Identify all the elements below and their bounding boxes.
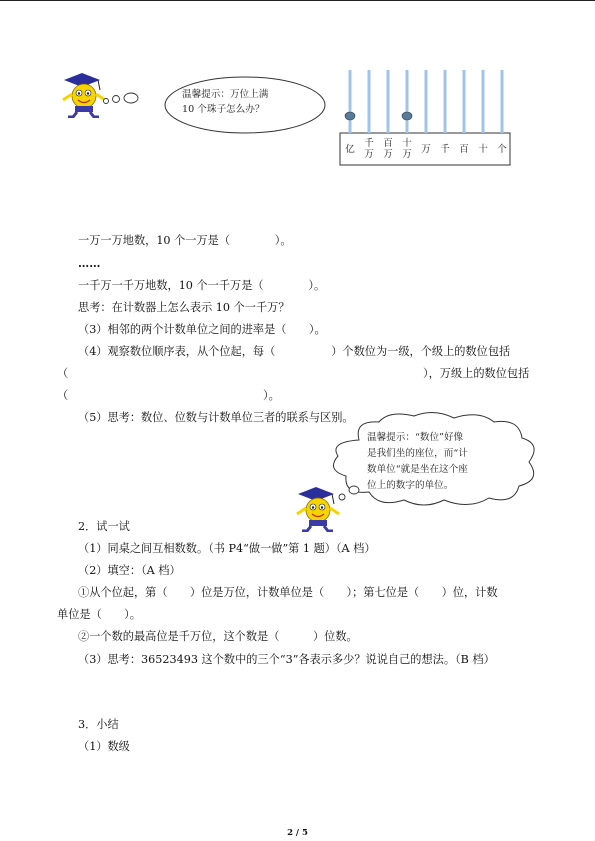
line-q5-think: （5）思考：数位、位数与计数单位三者的联系与区别。: [78, 411, 354, 424]
abacus-label: 万: [421, 144, 431, 155]
line-q4-close: ）。: [263, 389, 280, 402]
abacus-label: 十 万: [402, 138, 412, 160]
line-try-1: （1）同桌之间互相数数。（书 P4“做一做”第 1 题）（A 档）: [78, 542, 376, 555]
section-try-heading: 2．试一试: [78, 520, 130, 533]
tip1-line2: 10 个珠子怎么办？: [182, 104, 265, 115]
abacus-label: 个: [497, 144, 507, 155]
tip2-line1: 温馨提示：“数位”好像: [367, 432, 464, 443]
line-ellipsis: ……: [78, 256, 101, 270]
abacus-rod: [349, 70, 352, 133]
abacus-bead: [402, 112, 412, 120]
abacus-rod: [406, 70, 409, 133]
abacus-label: 千: [440, 144, 450, 155]
page-number: 2 / 5: [287, 828, 308, 838]
abacus-rod: [425, 70, 428, 133]
line-summary-1: （1）数级: [78, 740, 130, 753]
section-summary-heading: 3．小结: [78, 718, 119, 731]
line-q4-wan-level: ），万级上的数位包括: [423, 367, 530, 380]
line-fill-1-cont: 单位是（ ）。: [57, 608, 141, 621]
tip1-line1: 温馨提示：万位上满: [182, 89, 269, 100]
abacus-label: 十: [478, 144, 488, 155]
line-think-3: （3）思考：36523493 这个数中的三个“3”各表示多少？说说自己的想法。（B 档）: [78, 653, 495, 666]
line-q4-groups: （4）观察数位顺序表，从个位起，每（ ）个数位为一级，个级上的数位包括: [78, 345, 511, 358]
abacus-rod: [482, 70, 485, 133]
abacus-label: 亿: [345, 144, 355, 155]
abacus-rod: [501, 70, 504, 133]
line-try-2: （2）填空：（A 档）: [78, 564, 181, 577]
abacus-rod: [368, 70, 371, 133]
tip2-line2: 是我们坐的座位，而“计: [367, 448, 468, 459]
line-count-ten-thousands: 一万一万地数，10 个一万是（ ）。: [78, 234, 292, 247]
abacus-label: 百 万: [383, 138, 393, 160]
line-think-abacus: 思考：在计数器上怎么表示 10 个一千万？: [78, 301, 290, 314]
line-q4-open-paren-2: （: [57, 389, 69, 402]
abacus-rod: [444, 70, 447, 133]
line-fill-1: ①从个位起，第（ ）位是万位，计数单位是（ ）；第七位是（ ）位，计数: [78, 586, 498, 599]
mascot-illustration-2: [292, 484, 344, 532]
abacus-label: 千 万: [364, 138, 374, 160]
header-rule: [0, 0, 595, 1]
tip2-line4: 位上的数字的单位。: [367, 480, 454, 491]
abacus-bead: [345, 112, 355, 120]
line-fill-2: ②一个数的最高位是千万位，这个数是（ ）位数。: [78, 630, 358, 643]
abacus-label: 百: [459, 144, 469, 155]
abacus-rod: [387, 70, 390, 133]
line-count-ten-millions: 一千万一千万地数，10 个一千万是（ ）。: [78, 279, 326, 292]
line-q4-open-paren: （: [57, 367, 69, 380]
line-q3-ratio: （3）相邻的两个计数单位之间的进率是（ ）。: [78, 323, 326, 336]
abacus-rod: [463, 70, 466, 133]
tip2-line3: 数单位“就是坐在这个座: [367, 464, 468, 475]
